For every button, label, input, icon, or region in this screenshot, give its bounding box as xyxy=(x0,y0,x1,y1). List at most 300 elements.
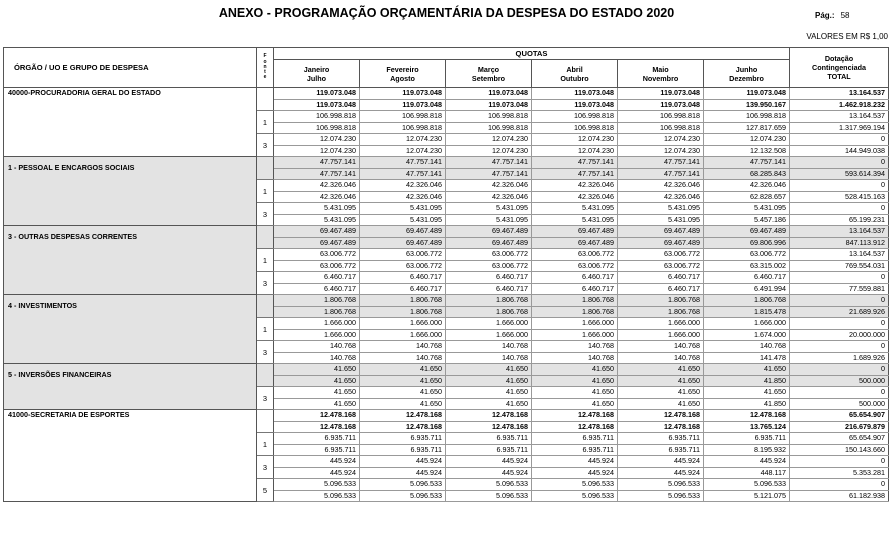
group-name xyxy=(4,157,257,226)
quota-value: 1.666.000 xyxy=(274,329,360,341)
quota-value: 69.467.489 xyxy=(446,237,532,249)
quota-value: 1.666.000 xyxy=(446,318,532,330)
quota-value: 41.650 xyxy=(360,387,446,399)
quota-value: 445.924 xyxy=(618,456,704,468)
quota-value: 41.650 xyxy=(446,398,532,410)
quota-value: 41.650 xyxy=(532,387,618,399)
quota-value: 68.285.843 xyxy=(704,168,790,180)
quota-value: 1.666.000 xyxy=(532,329,618,341)
group-label: 5 - INVERSÕES FINANCEIRAS xyxy=(4,364,256,385)
group-label: 1 - PESSOAL E ENCARGOS SOCIAIS xyxy=(4,157,256,178)
quota-value: 12.478.168 xyxy=(446,410,532,422)
quota-value: 119.073.048 xyxy=(446,99,532,111)
quota-value: 41.650 xyxy=(446,364,532,376)
quota-value: 63.006.772 xyxy=(532,260,618,272)
quota-value: 12.478.168 xyxy=(704,410,790,422)
quota-value: 69.467.489 xyxy=(446,226,532,238)
quota-value: 12.478.168 xyxy=(360,410,446,422)
quota-value: 47.757.141 xyxy=(618,168,704,180)
quota-value: 1.806.768 xyxy=(446,295,532,307)
table-body xyxy=(4,88,889,502)
quota-value: 41.650 xyxy=(360,375,446,387)
quota-value: 69.467.489 xyxy=(360,226,446,238)
quota-value: 445.924 xyxy=(704,456,790,468)
quota-value: 6.935.711 xyxy=(704,433,790,445)
quota-value: 6.935.711 xyxy=(360,433,446,445)
dotacao-value: 77.559.881 xyxy=(790,283,889,295)
quota-value: 1.806.768 xyxy=(360,295,446,307)
quota-value: 119.073.048 xyxy=(360,99,446,111)
quota-value: 5.096.533 xyxy=(532,490,618,502)
dotacao-value: 593.614.394 xyxy=(790,168,889,180)
dotacao-value: 1.317.969.194 xyxy=(790,122,889,134)
quota-value: 69.806.996 xyxy=(704,237,790,249)
quota-value: 12.074.230 xyxy=(532,145,618,157)
quota-value: 41.650 xyxy=(274,375,360,387)
quota-value: 12.132.508 xyxy=(704,145,790,157)
quota-value: 140.768 xyxy=(704,341,790,353)
header-fonte: F o n t e xyxy=(257,48,274,88)
month-ago: Agosto xyxy=(390,73,415,83)
quota-value: 1.666.000 xyxy=(274,318,360,330)
quota-value: 1.666.000 xyxy=(532,318,618,330)
group-name xyxy=(4,364,257,410)
quota-value: 41.650 xyxy=(704,387,790,399)
quota-value: 140.768 xyxy=(360,352,446,364)
quota-value: 12.478.168 xyxy=(274,410,360,422)
quota-value: 106.998.818 xyxy=(360,111,446,123)
quota-value: 12.074.230 xyxy=(446,145,532,157)
table-row xyxy=(4,226,889,238)
fonte-code: 1 xyxy=(257,180,274,203)
quota-value: 42.326.046 xyxy=(704,180,790,192)
quota-value: 12.074.230 xyxy=(532,134,618,146)
month-nov: Novembro xyxy=(642,73,679,83)
dotacao-value: 65.654.907 xyxy=(790,433,889,445)
quota-value: 63.006.772 xyxy=(446,249,532,261)
quota-value: 41.650 xyxy=(532,375,618,387)
quota-value: 1.806.768 xyxy=(704,295,790,307)
header-q5 xyxy=(618,60,704,88)
dotacao-value: 0 xyxy=(790,272,889,284)
quota-value: 1.666.000 xyxy=(360,329,446,341)
quota-value: 5.096.533 xyxy=(704,479,790,491)
quota-value: 41.650 xyxy=(618,398,704,410)
page-number: 58 xyxy=(840,11,850,20)
quota-value: 140.768 xyxy=(618,352,704,364)
quota-value: 5.096.533 xyxy=(274,490,360,502)
quota-value: 12.478.168 xyxy=(532,421,618,433)
quota-value: 445.924 xyxy=(532,467,618,479)
quota-value: 1.666.000 xyxy=(360,318,446,330)
quota-value: 445.924 xyxy=(274,467,360,479)
quota-value: 12.478.168 xyxy=(532,410,618,422)
quota-value: 69.467.489 xyxy=(360,237,446,249)
quota-value: 47.757.141 xyxy=(704,157,790,169)
month-mai: Maio xyxy=(652,64,669,74)
quota-value: 1.806.768 xyxy=(274,306,360,318)
month-set: Setembro xyxy=(471,73,506,83)
quota-value: 1.666.000 xyxy=(446,329,532,341)
quota-value: 6.935.711 xyxy=(618,444,704,456)
fonte-code xyxy=(257,364,274,387)
quota-value: 12.074.230 xyxy=(274,134,360,146)
quota-value: 12.074.230 xyxy=(704,134,790,146)
quota-value: 69.467.489 xyxy=(532,237,618,249)
fonte-code: 3 xyxy=(257,203,274,226)
quota-value: 63.315.002 xyxy=(704,260,790,272)
month-dez: Dezembro xyxy=(729,73,764,83)
quota-value: 106.998.818 xyxy=(360,122,446,134)
table-row xyxy=(4,157,889,169)
quota-value: 47.757.141 xyxy=(360,168,446,180)
header-quotas: QUOTAS xyxy=(274,48,790,60)
quota-value: 6.460.717 xyxy=(360,272,446,284)
quota-value: 69.467.489 xyxy=(618,226,704,238)
quota-value: 445.924 xyxy=(618,467,704,479)
quota-value: 41.650 xyxy=(532,364,618,376)
month-abr: Abril xyxy=(566,64,583,74)
quota-value: 47.757.141 xyxy=(274,157,360,169)
quota-value: 1.815.478 xyxy=(704,306,790,318)
quota-value: 63.006.772 xyxy=(446,260,532,272)
month-jan: Janeiro xyxy=(303,64,330,74)
quota-value: 5.431.095 xyxy=(532,214,618,226)
quota-value: 69.467.489 xyxy=(618,237,704,249)
dotacao-value: 1.689.926 xyxy=(790,352,889,364)
quota-value: 119.073.048 xyxy=(446,88,532,100)
group-name xyxy=(4,295,257,364)
quota-value: 5.096.533 xyxy=(446,479,532,491)
quota-value: 1.666.000 xyxy=(618,318,704,330)
quota-value: 119.073.048 xyxy=(618,88,704,100)
header-q6 xyxy=(704,60,790,88)
dotacao-value: 0 xyxy=(790,295,889,307)
quota-value: 445.924 xyxy=(360,467,446,479)
quota-value: 119.073.048 xyxy=(274,88,360,100)
quota-value: 6.935.711 xyxy=(274,444,360,456)
fonte-code: 3 xyxy=(257,341,274,364)
quota-value: 106.998.818 xyxy=(446,111,532,123)
dotacao-value: 61.182.938 xyxy=(790,490,889,502)
quota-value: 12.478.168 xyxy=(274,421,360,433)
group-label: 3 - OUTRAS DESPESAS CORRENTES xyxy=(4,226,256,247)
quota-value: 119.073.048 xyxy=(532,99,618,111)
quota-value: 69.467.489 xyxy=(532,226,618,238)
fonte-code: 3 xyxy=(257,456,274,479)
quota-value: 12.478.168 xyxy=(446,421,532,433)
group-name xyxy=(4,226,257,295)
month-out: Outubro xyxy=(560,73,589,83)
quota-value: 119.073.048 xyxy=(360,88,446,100)
quota-value: 106.998.818 xyxy=(274,111,360,123)
fonte-code: 1 xyxy=(257,111,274,134)
quota-value: 119.073.048 xyxy=(704,88,790,100)
quota-value: 5.121.075 xyxy=(704,490,790,502)
quota-value: 42.326.046 xyxy=(446,180,532,192)
quota-value: 140.768 xyxy=(446,352,532,364)
header-q1 xyxy=(274,60,360,88)
dotacao-value: 0 xyxy=(790,318,889,330)
quota-value: 1.806.768 xyxy=(618,295,704,307)
quota-value: 12.074.230 xyxy=(446,134,532,146)
quota-value: 6.935.711 xyxy=(274,433,360,445)
quota-value: 47.757.141 xyxy=(446,168,532,180)
quota-value: 47.757.141 xyxy=(446,157,532,169)
quota-value: 41.650 xyxy=(446,375,532,387)
report-title: ANEXO - PROGRAMAÇÃO ORÇAMENTÁRIA DA DESPESA DO ESTADO 2020 xyxy=(218,6,675,20)
quota-value: 141.478 xyxy=(704,352,790,364)
quota-value: 5.431.095 xyxy=(618,203,704,215)
header-dotacao-line1: Dotação xyxy=(824,54,854,63)
fonte-code: 3 xyxy=(257,272,274,295)
fonte-code xyxy=(257,157,274,180)
dotacao-value: 13.164.537 xyxy=(790,226,889,238)
quota-value: 63.006.772 xyxy=(274,260,360,272)
fonte-code: 3 xyxy=(257,134,274,157)
header-q3 xyxy=(446,60,532,88)
quota-value: 13.765.124 xyxy=(704,421,790,433)
quota-value: 1.806.768 xyxy=(532,306,618,318)
dotacao-value: 0 xyxy=(790,387,889,399)
quota-value: 1.806.768 xyxy=(532,295,618,307)
quota-value: 47.757.141 xyxy=(360,157,446,169)
quota-value: 63.006.772 xyxy=(618,249,704,261)
quota-value: 12.074.230 xyxy=(360,145,446,157)
quota-value: 5.431.095 xyxy=(360,203,446,215)
quota-value: 106.998.818 xyxy=(446,122,532,134)
quota-value: 5.096.533 xyxy=(446,490,532,502)
quota-value: 12.478.168 xyxy=(360,421,446,433)
fonte-code: 5 xyxy=(257,479,274,502)
quota-value: 69.467.489 xyxy=(274,237,360,249)
quota-value: 5.431.095 xyxy=(360,214,446,226)
quota-value: 6.935.711 xyxy=(446,444,532,456)
quota-value: 41.650 xyxy=(360,364,446,376)
dotacao-value: 0 xyxy=(790,456,889,468)
quota-value: 106.998.818 xyxy=(704,111,790,123)
quota-value: 5.096.533 xyxy=(532,479,618,491)
quota-value: 106.998.818 xyxy=(532,122,618,134)
quota-value: 5.431.095 xyxy=(446,203,532,215)
dotacao-value: 528.415.163 xyxy=(790,191,889,203)
quota-value: 63.006.772 xyxy=(360,249,446,261)
dotacao-value: 0 xyxy=(790,364,889,376)
quota-value: 41.850 xyxy=(704,375,790,387)
quota-value: 1.666.000 xyxy=(618,329,704,341)
quota-value: 42.326.046 xyxy=(274,191,360,203)
quota-value: 42.326.046 xyxy=(532,191,618,203)
quota-value: 445.924 xyxy=(360,456,446,468)
table-row xyxy=(4,295,889,307)
quota-value: 42.326.046 xyxy=(532,180,618,192)
group-label: 41000-SECRETARIA DE ESPORTES xyxy=(8,410,130,419)
dotacao-value: 769.554.031 xyxy=(790,260,889,272)
dotacao-value: 500.000 xyxy=(790,398,889,410)
quota-value: 140.768 xyxy=(360,341,446,353)
quota-value: 140.768 xyxy=(618,341,704,353)
quota-value: 41.650 xyxy=(618,375,704,387)
dotacao-value: 65.199.231 xyxy=(790,214,889,226)
fonte-code xyxy=(257,295,274,318)
quota-value: 448.117 xyxy=(704,467,790,479)
fonte-code: 1 xyxy=(257,318,274,341)
header-q4 xyxy=(532,60,618,88)
quota-value: 42.326.046 xyxy=(360,191,446,203)
quota-value: 140.768 xyxy=(274,352,360,364)
quota-value: 6.460.717 xyxy=(618,272,704,284)
header-q2 xyxy=(360,60,446,88)
quota-value: 41.650 xyxy=(618,387,704,399)
group-label: 4 - INVESTIMENTOS xyxy=(4,295,256,316)
quota-value: 5.096.533 xyxy=(618,479,704,491)
quota-value: 6.460.717 xyxy=(532,272,618,284)
quota-value: 63.006.772 xyxy=(532,249,618,261)
quota-value: 5.096.533 xyxy=(360,479,446,491)
page-indicator xyxy=(815,11,849,20)
table-row xyxy=(4,364,889,376)
quota-value: 1.666.000 xyxy=(704,318,790,330)
dotacao-value: 150.143.660 xyxy=(790,444,889,456)
currency-note: VALORES EM R$ 1,00 xyxy=(806,32,888,41)
header-dotacao xyxy=(790,48,889,88)
dotacao-value: 0 xyxy=(790,134,889,146)
fonte-code: 3 xyxy=(257,387,274,410)
page-label: Pág.: xyxy=(815,11,835,20)
dotacao-value: 0 xyxy=(790,479,889,491)
quota-value: 42.326.046 xyxy=(360,180,446,192)
quota-value: 140.768 xyxy=(446,341,532,353)
quota-value: 6.460.717 xyxy=(274,283,360,295)
dotacao-value: 144.949.038 xyxy=(790,145,889,157)
quota-value: 41.650 xyxy=(446,387,532,399)
dotacao-value: 21.689.926 xyxy=(790,306,889,318)
quota-value: 6.460.717 xyxy=(360,283,446,295)
quota-value: 140.768 xyxy=(532,341,618,353)
quota-value: 12.074.230 xyxy=(618,145,704,157)
header-orgao: ÓRGÃO / UO E GRUPO DE DESPESA xyxy=(4,48,257,88)
quota-value: 106.998.818 xyxy=(274,122,360,134)
quota-value: 41.650 xyxy=(532,398,618,410)
quota-value: 1.674.000 xyxy=(704,329,790,341)
quota-value: 12.074.230 xyxy=(618,134,704,146)
month-fev: Fevereiro xyxy=(386,64,419,74)
quota-value: 62.828.657 xyxy=(704,191,790,203)
quota-value: 63.006.772 xyxy=(618,260,704,272)
quota-value: 119.073.048 xyxy=(532,88,618,100)
quota-value: 47.757.141 xyxy=(532,157,618,169)
quota-value: 5.431.095 xyxy=(704,203,790,215)
quota-value: 106.998.818 xyxy=(532,111,618,123)
quota-value: 47.757.141 xyxy=(532,168,618,180)
quota-value: 106.998.818 xyxy=(618,111,704,123)
quota-value: 47.757.141 xyxy=(618,157,704,169)
quota-value: 139.950.167 xyxy=(704,99,790,111)
table-row xyxy=(4,410,889,422)
dotacao-value: 13.164.537 xyxy=(790,249,889,261)
quota-value: 42.326.046 xyxy=(618,191,704,203)
quota-value: 6.935.711 xyxy=(532,433,618,445)
quota-value: 127.817.659 xyxy=(704,122,790,134)
quota-value: 6.460.717 xyxy=(274,272,360,284)
fonte-code: 1 xyxy=(257,249,274,272)
quota-value: 6.460.717 xyxy=(618,283,704,295)
header-dotacao-line3: TOTAL xyxy=(827,72,851,81)
quota-value: 47.757.141 xyxy=(274,168,360,180)
budget-table xyxy=(3,47,889,502)
group-label: 40000-PROCURADORIA GERAL DO ESTADO xyxy=(8,88,161,97)
quota-value: 42.326.046 xyxy=(618,180,704,192)
quota-value: 445.924 xyxy=(446,456,532,468)
month-jul: Julho xyxy=(306,73,327,83)
quota-value: 140.768 xyxy=(532,352,618,364)
quota-value: 6.935.711 xyxy=(446,433,532,445)
dotacao-value: 13.164.537 xyxy=(790,111,889,123)
quota-value: 1.806.768 xyxy=(446,306,532,318)
dotacao-value: 5.353.281 xyxy=(790,467,889,479)
quota-value: 6.491.994 xyxy=(704,283,790,295)
quota-value: 6.460.717 xyxy=(446,283,532,295)
quota-value: 42.326.046 xyxy=(446,191,532,203)
quota-value: 41.650 xyxy=(618,364,704,376)
quota-value: 6.935.711 xyxy=(532,444,618,456)
quota-value: 41.650 xyxy=(274,387,360,399)
quota-value: 106.998.818 xyxy=(618,122,704,134)
quota-value: 69.467.489 xyxy=(274,226,360,238)
fonte-code xyxy=(257,226,274,249)
quota-value: 445.924 xyxy=(446,467,532,479)
quota-value: 41.650 xyxy=(274,398,360,410)
dotacao-value: 216.679.879 xyxy=(790,421,889,433)
dotacao-value: 847.113.912 xyxy=(790,237,889,249)
dotacao-value: 20.000.000 xyxy=(790,329,889,341)
quota-value: 119.073.048 xyxy=(274,99,360,111)
quota-value: 63.006.772 xyxy=(274,249,360,261)
quota-value: 12.478.168 xyxy=(618,421,704,433)
table-row xyxy=(4,88,889,100)
fonte-code xyxy=(257,88,274,111)
quota-value: 6.935.711 xyxy=(360,444,446,456)
group-name xyxy=(4,88,257,157)
quota-value: 5.431.095 xyxy=(274,203,360,215)
group-name xyxy=(4,410,257,502)
quota-value: 12.478.168 xyxy=(618,410,704,422)
quota-value: 5.096.533 xyxy=(274,479,360,491)
dotacao-value: 0 xyxy=(790,341,889,353)
quota-value: 42.326.046 xyxy=(274,180,360,192)
quota-value: 6.460.717 xyxy=(446,272,532,284)
quota-value: 1.806.768 xyxy=(274,295,360,307)
quota-value: 5.096.533 xyxy=(360,490,446,502)
quota-value: 5.431.095 xyxy=(532,203,618,215)
dotacao-value: 13.164.537 xyxy=(790,88,889,100)
quota-value: 140.768 xyxy=(274,341,360,353)
quota-value: 119.073.048 xyxy=(618,99,704,111)
quota-value: 6.460.717 xyxy=(704,272,790,284)
fonte-code: 1 xyxy=(257,433,274,456)
dotacao-value: 65.654.907 xyxy=(790,410,889,422)
fonte-code xyxy=(257,410,274,433)
quota-value: 63.006.772 xyxy=(360,260,446,272)
quota-value: 1.806.768 xyxy=(618,306,704,318)
dotacao-value: 500.000 xyxy=(790,375,889,387)
quota-value: 69.467.489 xyxy=(704,226,790,238)
quota-value: 5.431.095 xyxy=(274,214,360,226)
quota-value: 5.096.533 xyxy=(618,490,704,502)
dotacao-value: 1.462.918.232 xyxy=(790,99,889,111)
dotacao-value: 0 xyxy=(790,180,889,192)
quota-value: 63.006.772 xyxy=(704,249,790,261)
